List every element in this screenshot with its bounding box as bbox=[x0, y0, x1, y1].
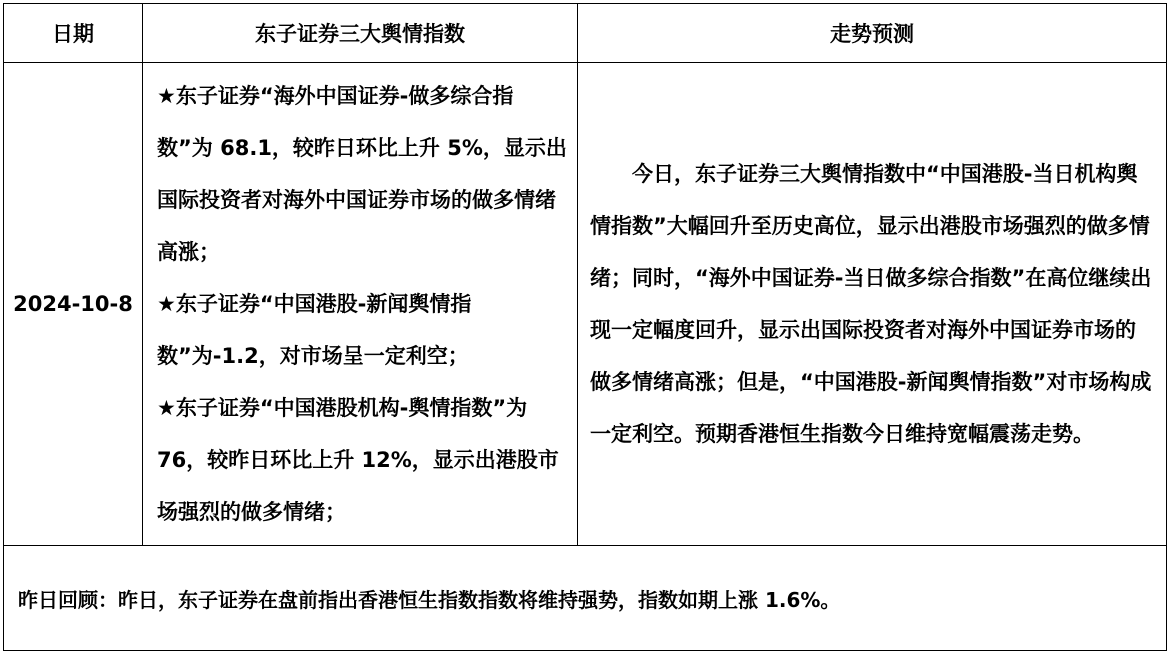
header-date: 日期 bbox=[4, 4, 143, 63]
forecast-cell bbox=[578, 63, 1167, 546]
date-cell: 2024-10-8 bbox=[4, 63, 143, 546]
sentiment-report-table bbox=[3, 3, 1167, 651]
index-item-overseas: ★东子证券“海外中国证券-做多综合指数”为 68.1，较昨日环比上升 5%，显示出国际投资者对海外中国证券市场的做多情绪高涨； bbox=[157, 84, 567, 264]
header-row bbox=[4, 4, 1167, 63]
index-cell bbox=[143, 63, 578, 546]
review-row bbox=[4, 546, 1167, 651]
index-item-news: ★东子证券“中国港股-新闻舆情指数”为-1.2，对市场呈一定利空； bbox=[157, 292, 472, 368]
data-row bbox=[4, 63, 1167, 546]
forecast-text: 今日，东子证券三大舆情指数中“中国港股-当日机构舆情指数”大幅回升至历史高位，显示出港股市场强烈的做多情绪；同时，“海外中国证券-当日做多综合指数”在高位继续出现一定幅度回升，显示出国际投资者对海外中国证券市场的做多情绪高涨；但是，“中国港股-新闻舆情指数”对市场构成一定利空。预期香港恒生指数今日维持宽幅震荡走势。 bbox=[590, 162, 1152, 446]
index-item-institution: ★东子证券“中国港股机构-舆情指数”为 76，较昨日环比上升 12%，显示出港股市场强烈的做多情绪； bbox=[157, 396, 559, 524]
header-index: 东子证券三大舆情指数 bbox=[143, 4, 578, 63]
review-text: 昨日回顾：昨日，东子证券在盘前指出香港恒生指数指数将维持强势，指数如期上涨 1.6%。 bbox=[4, 546, 1167, 651]
header-forecast: 走势预测 bbox=[578, 4, 1167, 63]
